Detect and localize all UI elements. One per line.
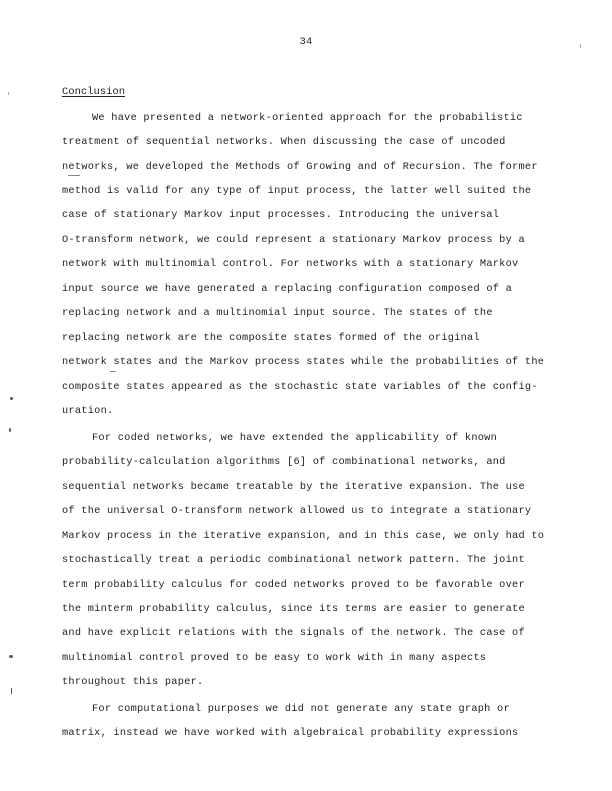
text-line: treatment of sequential networks. When discussing the case of uncoded bbox=[62, 136, 506, 148]
text-line: For computational purposes we did not generate any state graph or bbox=[92, 703, 510, 715]
text-line: network with multinomial control. For networks with a stationary Markov bbox=[62, 258, 519, 270]
scan-speck bbox=[580, 44, 581, 48]
text-line: uration. bbox=[62, 405, 114, 417]
page-number: 34 bbox=[299, 36, 313, 48]
text-line: the minterm probability calculus, since its terms are easier to generate bbox=[62, 603, 525, 615]
text-line: probability-calculation algorithms [6] of combinational networks, and bbox=[62, 456, 506, 468]
scan-speck bbox=[11, 688, 12, 694]
text-line: replacing network and a multinomial input source. The states of the bbox=[62, 307, 493, 319]
text-line: and have explicit relations with the signals of the network. The case of bbox=[62, 627, 525, 639]
scan-speck bbox=[9, 428, 11, 432]
text-line: of the universal O-transform network allowed us to integrate a stationary bbox=[62, 505, 532, 517]
text-line: stochastically treat a periodic combinational network pattern. The joint bbox=[62, 554, 525, 566]
section-heading: Conclusion bbox=[62, 86, 126, 98]
scan-speck bbox=[8, 92, 9, 95]
text-line: replacing network are the composite states formed of the original bbox=[62, 332, 480, 344]
text-line: network states and the Markov process states while the probabilities of the bbox=[62, 356, 545, 368]
text-line: O-transform network, we could represent a stationary Markov process by a bbox=[62, 234, 525, 246]
text-line: For coded networks, we have extended the applicability of known bbox=[92, 432, 498, 444]
scan-speck bbox=[110, 371, 116, 372]
text-line: case of stationary Markov input processes. Introducing the universal bbox=[62, 209, 500, 221]
scan-speck bbox=[9, 655, 13, 658]
text-line: networks, we developed the Methods of Growing and of Recursion. The former bbox=[62, 161, 538, 173]
scan-speck bbox=[68, 175, 80, 176]
text-line: sequential networks became treatable by the iterative expansion. The use bbox=[62, 481, 525, 493]
text-line: Markov process in the iterative expansion, and in this case, we only had to bbox=[62, 530, 545, 542]
text-line: throughout this paper. bbox=[62, 676, 204, 688]
text-line: method is valid for any type of input process, the latter well suited the bbox=[62, 185, 532, 197]
text-line: matrix, instead we have worked with algebraical probability expressions bbox=[62, 727, 519, 739]
text-line: multinomial control proved to be easy to work with in many aspects bbox=[62, 652, 487, 664]
text-line: term probability calculus for coded networks proved to be favorable over bbox=[62, 579, 525, 591]
text-line: We have presented a network-oriented approach for the probabilistic bbox=[92, 112, 523, 124]
text-line: composite states appeared as the stochastic state variables of the config- bbox=[62, 381, 538, 393]
text-line: input source we have generated a replacing configuration composed of a bbox=[62, 283, 513, 295]
scan-speck bbox=[10, 397, 13, 400]
